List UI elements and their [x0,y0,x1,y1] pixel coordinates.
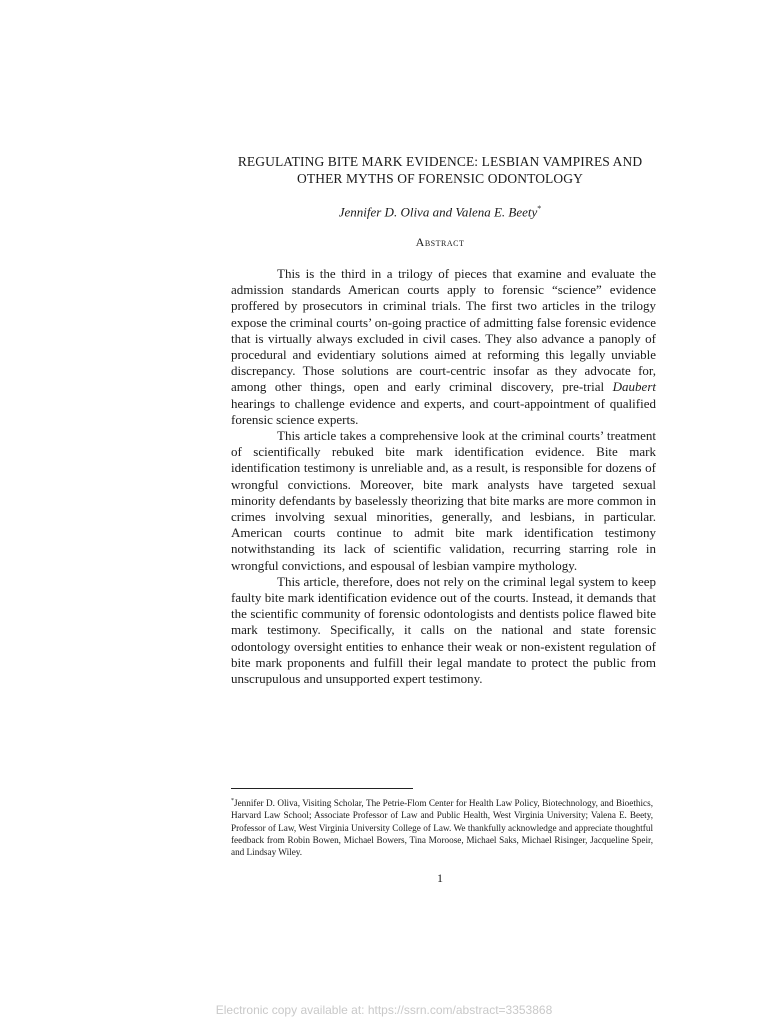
author-names: Jennifer D. Oliva and Valena E. Beety [338,204,538,220]
abstract-p1-text-a: This is the third in a trilogy of pieces that examine and evaluate the admission standards American courts apply to forensic “science” evidence proffered by prosecutors in criminal trials. The first two articles in the trilogy expose the criminal courts’ on-going practice of admitting false forensic evidence that is virtually always excluded in civil cases. They also advance a panoply of procedural and evidentiary solutions aimed at reforming this legally unviable discrepancy. Those solutions are court-centric insofar as they advocate for, among other things, open and early criminal discovery, pre-trial [231,266,656,395]
footnote-marker: * [231,798,234,804]
footnote-divider [231,788,413,789]
footnote-text: Jennifer D. Oliva, Visiting Scholar, The Petrie-Flom Center for Health Law Policy, Biotechnology, and Bioethics, Harvard Law School; Associate Professor of Law and Public Health, West Virginia University; Valena E. Beety, Professor of Law, West Virginia University College of Law. We thankfully acknowledge and appreciate thoughtful feedback from Robin Bowen, Michael Bowers, Tina Moroose, Michael Saks, Michael Risinger, Jacqueline Speir, and Lindsay Wiley. [231,798,653,858]
paper-title [200,153,680,187]
abstract-p1-italic-term: Daubert [612,379,656,395]
author-footnote-marker[interactable]: * [537,204,542,213]
abstract-heading: Abstract [415,235,465,249]
abstract-paragraph-3: This article, therefore, does not rely on the criminal legal system to keep faulty bite mark identification evidence out of the courts. Instead, it demands that the scientific community of forensic odontologists and dentists police flawed bite mark testimony. Specifically, it calls on the national and state forensic odontology oversight entities to enhance their weak or non-existent regulation of bite mark proponents and fulfill their legal mandate to protect the public from unscrupulous and unsupported expert testimony. [231,573,656,687]
title-line-1: REGULATING BITE MARK EVIDENCE: LESBIAN VAMPIRES AND [237,154,643,169]
title-line-2: OTHER MYTHS OF FORENSIC ODONTOLOGY [297,171,583,186]
ssrn-electronic-copy-notice[interactable]: Electronic copy available at: https://ssrn.com/abstract=3353868 [215,1003,553,1017]
abstract-paragraph-1 [231,266,656,428]
author-footnote [231,795,653,859]
abstract-paragraph-2: This article takes a comprehensive look at the criminal courts’ treatment of scientifically rebuked bite mark identification evidence. Bite mark identification testimony is unreliable and, as a result, is responsible for dozens of wrongful convictions. Moreover, bite mark analysts have targeted sexual minority defendants by baselessly theorizing that bite marks are more common in crimes involving sexual minorities, generally, and lesbians, in particular. American courts continue to admit bite mark identification testimony notwithstanding its lack of scientific validation, recurring starring role in wrongful convictions, and espousal of lesbian vampire mythology. [231,428,656,573]
page-number: 1 [437,871,443,885]
abstract-p1-text-b: hearings to challenge evidence and experts, and court-appointment of qualified forensic science experts. [231,395,656,427]
abstract-body [231,266,656,687]
author-line [200,204,680,220]
